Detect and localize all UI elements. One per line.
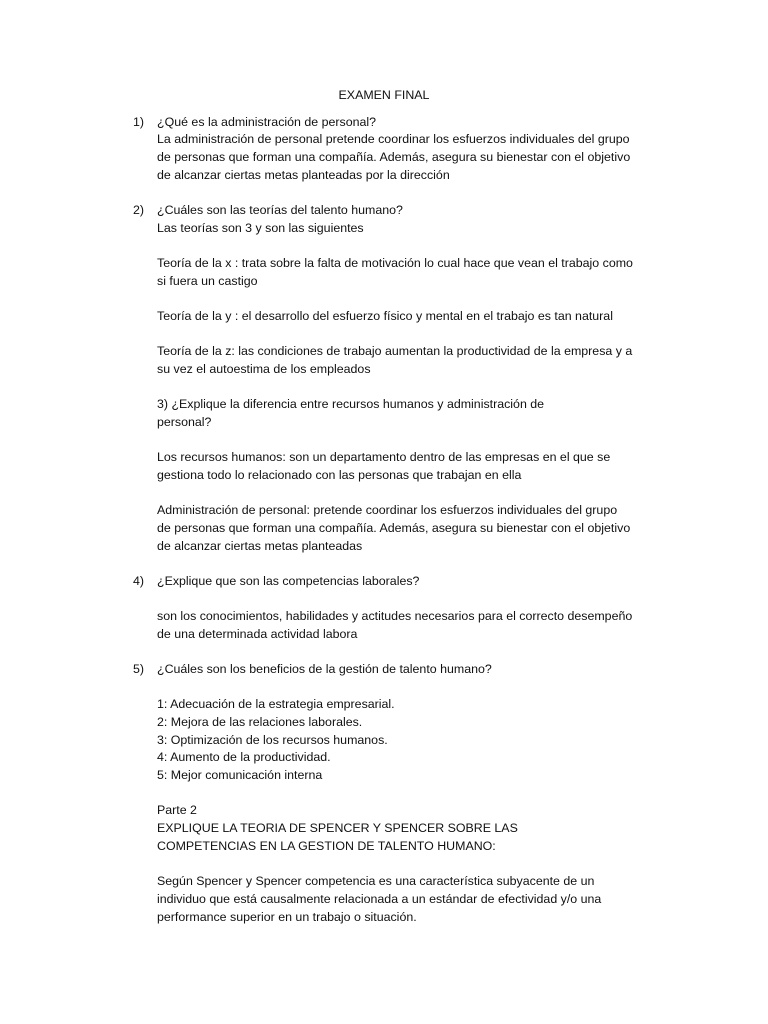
q4-number: 4): [133, 574, 145, 588]
q5-benefit-1: 1: Adecuación de la estrategia empresarial.: [157, 697, 395, 711]
q5-benefit-3: 3: Optimización de los recursos humanos.: [157, 733, 388, 747]
part2-question-line-2: COMPETENCIAS EN LA GESTION DE TALENTO HUMANO:: [157, 839, 496, 853]
q1-number: 1): [133, 115, 145, 129]
document-title: EXAMEN FINAL: [338, 88, 430, 102]
q3-hr-line-1: Los recursos humanos: son un departamento dentro de las empresas en el que se: [157, 450, 611, 464]
q3-admin-line-2: de personas que forman una compañía. Además, asegura su bienestar con el objetivo: [157, 521, 631, 535]
part2-answer-line-2: individuo que está causalmente relacionada a un estándar de efectividad y/o una: [157, 892, 602, 906]
q1-answer-line-2: de personas que forman una compañía. Además, asegura su bienestar con el objetivo: [157, 150, 631, 164]
q5-benefit-4: 4: Aumento de la productividad.: [157, 750, 331, 764]
q2-theory-y: Teoría de la y : el desarrollo del esfuerzo físico y mental en el trabajo es tan natural: [157, 309, 613, 323]
q5-question: ¿Cuáles son los beneficios de la gestión de talento humano?: [157, 662, 492, 676]
q4-question: ¿Explique que son las competencias laborales?: [157, 574, 420, 588]
q5-number: 5): [133, 662, 145, 676]
q4-answer-line-1: son los conocimientos, habilidades y actitudes necesarios para el correcto desempeño: [157, 609, 633, 623]
q2-intro: Las teorías son 3 y son las siguientes: [157, 221, 364, 235]
part2-answer-line-1: Según Spencer y Spencer competencia es una característica subyacente de un: [157, 874, 595, 888]
q3-question-line-1: 3) ¿Explique la diferencia entre recursos humanos y administración de: [157, 397, 545, 411]
q4-answer-line-2: de una determinada actividad labora: [157, 627, 358, 641]
part2-heading: Parte 2: [157, 803, 197, 817]
q1-answer-line-1: La administración de personal pretende coordinar los esfuerzos individuales del grupo: [157, 132, 630, 146]
q1-question: ¿Qué es la administración de personal?: [157, 115, 377, 129]
q2-theory-x-line-2: si fuera un castigo: [157, 274, 258, 288]
q3-question-line-2: personal?: [157, 415, 212, 429]
q2-question: ¿Cuáles son las teorías del talento humano?: [157, 203, 403, 217]
part2-question-line-1: EXPLIQUE LA TEORIA DE SPENCER Y SPENCER SOBRE LAS: [157, 821, 518, 835]
q3-hr-line-2: gestiona todo lo relacionado con las personas que trabajan en ella: [157, 468, 522, 482]
q2-theory-x-line-1: Teoría de la x : trata sobre la falta de motivación lo cual hace que vean el trabajo como: [157, 256, 633, 270]
q3-admin-line-3: de alcanzar ciertas metas planteadas: [157, 539, 363, 553]
q2-number: 2): [133, 203, 145, 217]
q3-admin-line-1: Administración de personal: pretende coordinar los esfuerzos individuales del grupo: [157, 503, 618, 517]
q1-answer-line-3: de alcanzar ciertas metas planteadas por la dirección: [157, 168, 450, 182]
part2-answer-line-3: performance superior en un trabajo o situación.: [157, 910, 417, 924]
q2-theory-z-line-1: Teoría de la z: las condiciones de trabajo aumentan la productividad de la empresa y a: [157, 344, 633, 358]
q5-benefit-5: 5: Mejor comunicación interna: [157, 768, 323, 782]
q2-theory-z-line-2: su vez el autoestima de los empleados: [157, 362, 371, 376]
q5-benefit-2: 2: Mejora de las relaciones laborales.: [157, 715, 363, 729]
